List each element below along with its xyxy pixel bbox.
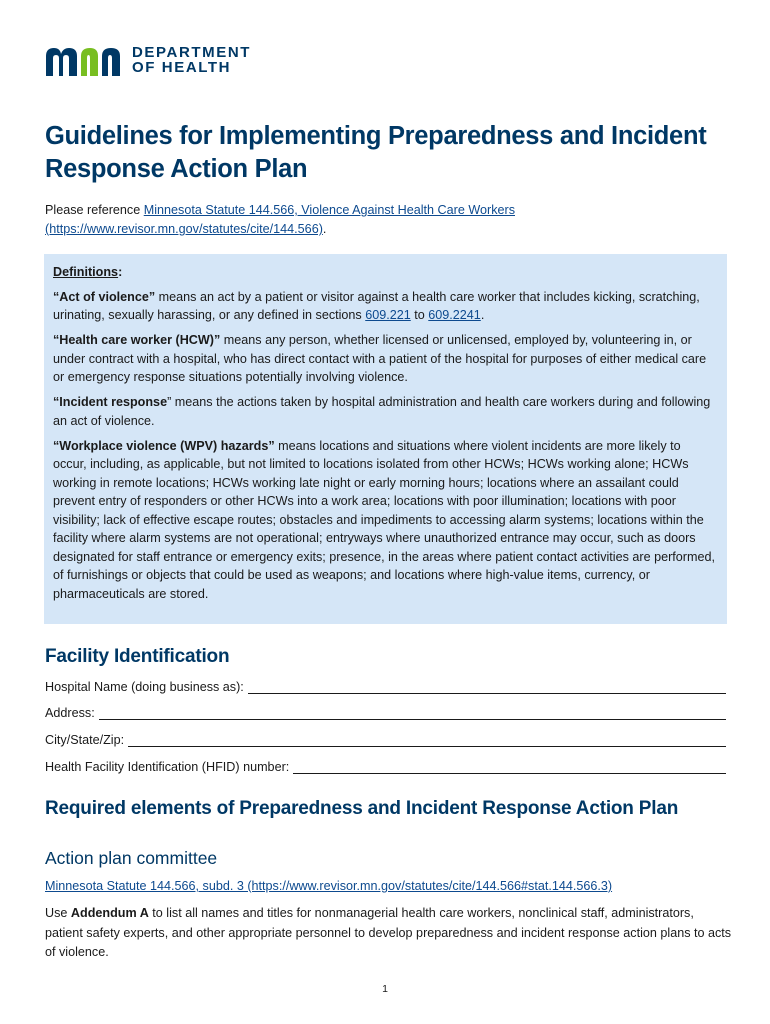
- section-609-2241-link[interactable]: 609.2241: [428, 308, 481, 322]
- definition-text: .: [480, 308, 485, 322]
- address-field: [45, 706, 726, 720]
- definitions-heading-text: Definitions: [53, 265, 119, 279]
- mdh-logo: [44, 44, 251, 76]
- city-state-zip-field: [45, 733, 726, 747]
- reference-paragraph: [45, 201, 735, 239]
- page-number: 1: [382, 983, 388, 995]
- definition-text: means locations and situations where violent incidents are more likely to occur, including, as applicable, but not limited to locations isolated from other HCWs; HCWs working alone; HCWs working in remote locations; HCWs working late night or early morning hours; locations where an assailant could prevent entry of responders or other HCWs into a work area; locations with poor illumination; locations with poor visibility; lack of effective escape routes; obstacles and impediments to accessing alarm systems; locations within the facility where alarm systems are not operational; entryways where unauthorized entrance may occur, such as doors designated for staff entrance or emergency exits; presence, in the areas where patient contact activities are performed, of furnishings or objects that could be used as weapons; and locations where high-value items, currency, or pharmaceuticals are stored.: [53, 438, 715, 601]
- statute-link[interactable]: Minnesota Statute 144.566, Violence Against Health Care Workers (https://www.revisor.mn.gov/statutes/cite/144.566): [45, 203, 515, 236]
- hospital-name-input-line[interactable]: [248, 681, 726, 694]
- definition-text: means any person, whether licensed or unlicensed, employed by, volunteering in, or under contract with a hospital, who has direct contact with a patient of the hospital for purposes of either medical care or emergency response situations potentially involving violence.: [53, 333, 707, 384]
- term-incident-response: “Incident response: [53, 395, 168, 409]
- definitions-box: [44, 254, 727, 624]
- addendum-a-label: Addendum A: [70, 906, 149, 920]
- mn-logo-icon: [44, 44, 124, 76]
- statute-subd-3-link[interactable]: Minnesota Statute 144.566, subd. 3 (https://www.revisor.mn.gov/statutes/cite/144.566#stat.144.566.3): [45, 879, 613, 893]
- definition-text: means an act by a patient or visitor against a health care worker that includes kicking, scratching, urinating, sexually harassing, or any defined in sections: [53, 289, 700, 322]
- definition-act-of-violence: [53, 288, 715, 325]
- definition-text: ” means the actions taken by hospital administration and health care workers during and following an act of violence.: [53, 395, 711, 428]
- addendum-text: to list all names and titles for nonmanagerial health care workers, nonclinical staff, administrators, patient safety experts, and other appropriate personnel to develop preparedness and incident response action plans to acts of violence.: [45, 906, 732, 959]
- logo-text: [132, 45, 251, 75]
- hospital-name-field: [45, 680, 726, 694]
- hfid-field: [45, 760, 726, 774]
- statute-subd-3-paragraph: [45, 879, 612, 893]
- hfid-input-line[interactable]: [293, 761, 726, 774]
- city-state-zip-label: City/State/Zip:: [45, 733, 125, 747]
- address-label: Address:: [45, 706, 95, 720]
- definitions-colon: :: [118, 265, 123, 279]
- term-wpv-hazards: “Workplace violence (WPV) hazards”: [53, 438, 275, 453]
- term-health-care-worker: “Health care worker (HCW)”: [53, 333, 221, 347]
- action-plan-committee-heading: Action plan committee: [45, 848, 218, 868]
- addendum-paragraph: [45, 904, 735, 963]
- facility-identification-heading: Facility Identification: [45, 646, 230, 667]
- definition-text: to: [410, 308, 429, 322]
- hospital-name-label: Hospital Name (doing business as):: [45, 680, 244, 694]
- logo-line-1: DEPARTMENT: [132, 44, 252, 61]
- page-title: Guidelines for Implementing Preparedness and Incident Response Action Plan: [45, 122, 707, 183]
- definition-wpv-hazards: [53, 437, 715, 604]
- term-act-of-violence: “Act of violence”: [53, 289, 156, 304]
- addendum-prefix: Use: [45, 906, 71, 920]
- definitions-heading: [53, 263, 715, 282]
- address-input-line[interactable]: [99, 707, 726, 720]
- logo-line-2: OF HEALTH: [132, 59, 232, 76]
- definition-incident-response: [53, 393, 715, 430]
- reference-suffix: .: [322, 222, 327, 236]
- section-609-221-link[interactable]: 609.221: [365, 308, 411, 322]
- hfid-label: Health Facility Identification (HFID) number:: [45, 760, 290, 774]
- reference-prefix: Please reference: [45, 203, 144, 217]
- definition-health-care-worker: [53, 331, 715, 387]
- required-elements-heading: Required elements of Preparedness and Incident Response Action Plan: [45, 798, 679, 819]
- city-state-zip-input-line[interactable]: [128, 734, 726, 747]
